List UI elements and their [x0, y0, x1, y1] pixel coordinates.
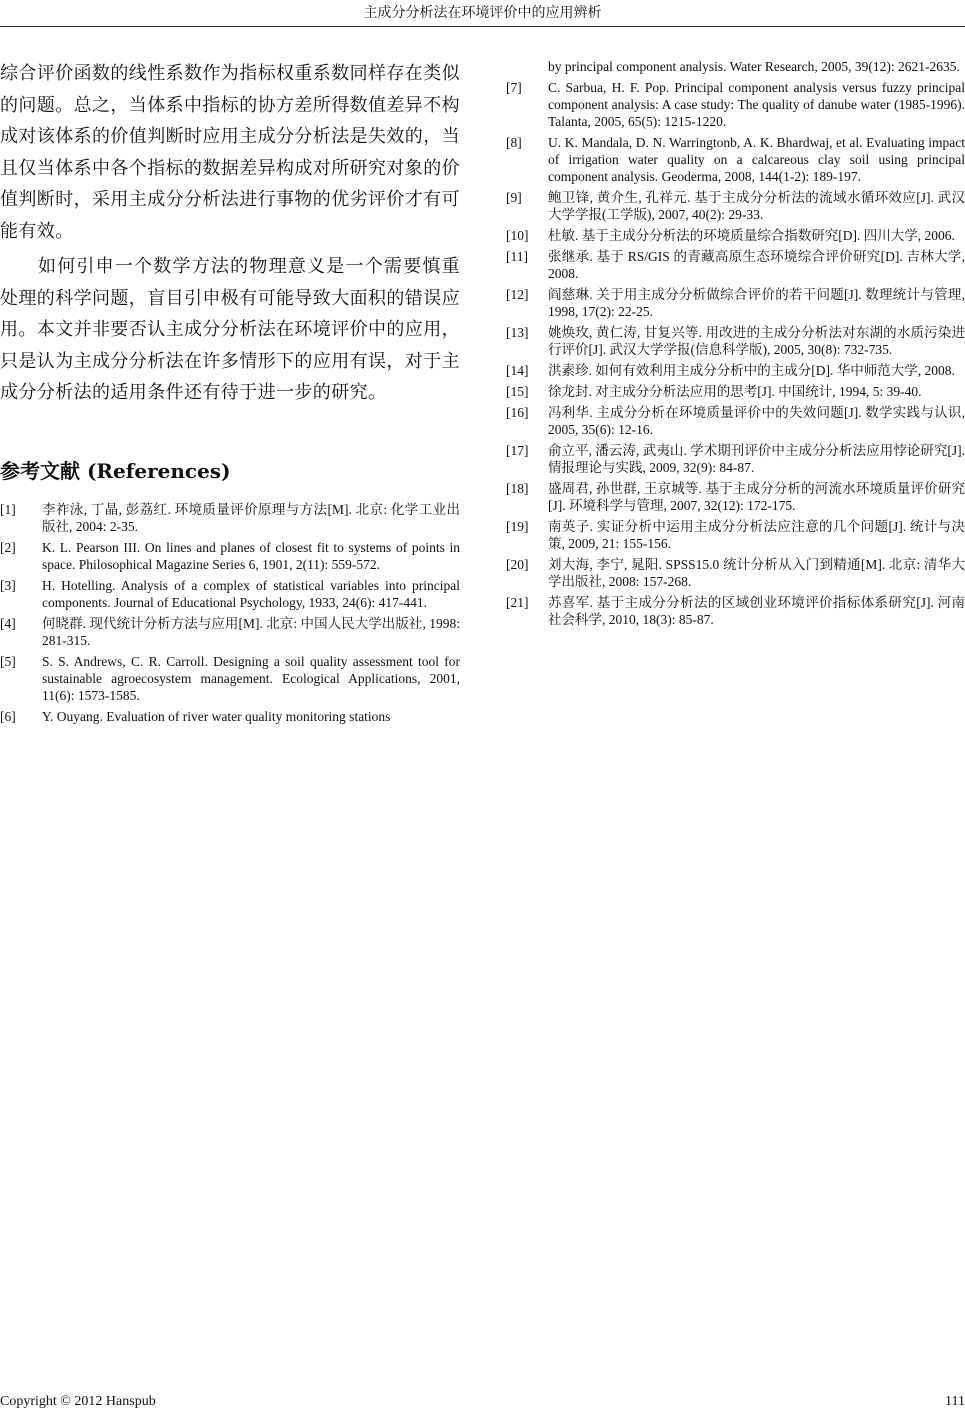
reference-text: S. S. Andrews, C. R. Carroll. Designing a soil quality assessment tool for sustainable agroecosystem management. Ecological Applications, 2001, 11(6): 1573-1585.	[42, 653, 460, 703]
reference-item	[0, 501, 460, 535]
reference-item	[506, 383, 965, 400]
reference-text: 姚焕玫, 黄仁涛, 甘复兴等. 用改进的主成分分析法对东湖的水质污染进行评价[J]. 武汉大学学报(信息科学版), 2005, 30(8): 732-735.	[548, 325, 965, 357]
reference-item	[506, 227, 965, 244]
reference-item	[506, 189, 965, 223]
reference-text: 苏喜军. 基于主成分分析法的区域创业环境评价指标体系研究[J]. 河南社会科学, 2010, 18(3): 85-87.	[548, 595, 965, 627]
body-paragraph: 如何引申一个数学方法的物理意义是一个需要慎重处理的科学问题，盲目引申极有可能导致大面积的错误应用。本文并非要否认主成分分析法在环境评价中的应用，只是认为主成分分析法在许多情形下的应用有误，对于主成分分析法的适用条件还有待于进一步的研究。	[0, 256, 460, 403]
reference-number: [17]	[506, 443, 529, 458]
reference-item	[506, 518, 965, 552]
reference-item	[0, 653, 460, 704]
reference-item	[506, 286, 965, 320]
copyright-notice: Copyright © 2012 Hanspub	[0, 1394, 156, 1409]
reference-number: [11]	[506, 249, 528, 264]
page-footer	[0, 1394, 965, 1414]
reference-list-left	[0, 501, 460, 725]
reference-number: [3]	[0, 577, 16, 593]
reference-text: 洪素珍. 如何有效利用主成分分析中的主成分[D]. 华中师范大学, 2008.	[548, 363, 955, 378]
reference-number: [10]	[506, 228, 529, 243]
reference-number: [9]	[506, 190, 522, 205]
reference-text: H. Hotelling. Analysis of a complex of statistical variables into principal components. Journal of Educational Psychology, 1933, 24(6): 417-441.	[42, 577, 460, 610]
reference-text: 冯利华. 主成分分析在环境质量评价中的失效问题[J]. 数学实践与认识, 2005, 35(6): 12-16.	[548, 405, 965, 437]
reference-text: 南英子. 实证分析中运用主成分分析法应注意的几个问题[J]. 统计与决策, 2009, 21: 155-156.	[548, 519, 965, 551]
reference-item	[506, 324, 965, 358]
reference-continuation	[506, 58, 965, 75]
reference-text: 张继承. 基于 RS/GIS 的青藏高原生态环境综合评价研究[D]. 吉林大学, 2008.	[548, 249, 965, 281]
reference-item	[0, 708, 460, 725]
reference-number: [7]	[506, 80, 522, 95]
running-header: 主成分分析法在环境评价中的应用辨析	[363, 5, 602, 21]
reference-item	[506, 556, 965, 590]
reference-text: K. L. Pearson III. On lines and planes of closest fit to systems of points in space. Philosophical Magazine Series 6, 1901, 2(11): 559-572.	[42, 539, 460, 572]
reference-number: [15]	[506, 384, 529, 399]
reference-number: [6]	[0, 708, 16, 724]
reference-text: 杜敏. 基于主成分分析法的环境质量综合指数研究[D]. 四川大学, 2006.	[548, 228, 955, 243]
reference-item	[0, 577, 460, 611]
reference-number: [2]	[0, 539, 16, 555]
reference-text: 何晓群. 现代统计分析方法与应用[M]. 北京: 中国人民大学出版社, 1998: 281-315.	[42, 615, 460, 648]
body-paragraph: 综合评价函数的线性系数作为指标权重系数同样存在类似的问题。总之，当体系中指标的协方差所得数值差异不构成对该体系的价值判断时应用主成分分析法是失效的，当且仅当体系中各个指标的数据差异构成对所研究对象的价值判断时，采用主成分分析法进行事物的优劣评价才有可能有效。	[0, 63, 460, 242]
reference-list-right	[506, 58, 965, 628]
reference-text: C. Sarbua, H. F. Pop. Principal component analysis versus fuzzy principal component analysis: A case study: The quality of danube water (1985-1996). Talanta, 2005, 65(5): 1215-1220.	[548, 80, 965, 129]
right-column	[506, 58, 965, 632]
reference-number: [1]	[0, 501, 16, 517]
reference-number: [16]	[506, 405, 529, 420]
reference-text: Y. Ouyang. Evaluation of river water quality monitoring stations	[42, 708, 391, 724]
references-heading: 参考文献 (References)	[0, 458, 231, 483]
reference-text: 徐龙封. 对主成分分析法应用的思考[J]. 中国统计, 1994, 5: 39-40.	[548, 384, 922, 399]
reference-number: [8]	[506, 135, 522, 150]
reference-item	[506, 362, 965, 379]
reference-number: [13]	[506, 325, 529, 340]
reference-number: [5]	[0, 653, 16, 669]
reference-number: [19]	[506, 519, 529, 534]
reference-number: [18]	[506, 481, 529, 496]
reference-number: [21]	[506, 595, 529, 610]
reference-item	[506, 594, 965, 628]
page-number: 111	[945, 1394, 965, 1409]
header-rule	[0, 26, 965, 27]
reference-number: [12]	[506, 287, 529, 302]
reference-text: 俞立平, 潘云涛, 武夷山. 学术期刊评价中主成分分析法应用悖论研究[J]. 情报理论与实践, 2009, 32(9): 84-87.	[548, 443, 965, 475]
reference-item	[506, 480, 965, 514]
reference-text: 鲍卫锋, 黄介生, 孔祥元. 基于主成分分析法的流域水循环效应[J]. 武汉大学学报(工学版), 2007, 40(2): 29-33.	[548, 190, 965, 222]
reference-item	[0, 539, 460, 573]
reference-text: 刘大海, 李宁, 晁阳. SPSS15.0 统计分析从入门到精通[M]. 北京: 清华大学出版社, 2008: 157-268.	[548, 557, 965, 589]
reference-number: [4]	[0, 615, 16, 631]
reference-item	[506, 134, 965, 185]
reference-text: by principal component analysis. Water Research, 2005, 39(12): 2621-2635.	[548, 59, 960, 74]
reference-item	[506, 248, 965, 282]
reference-item	[506, 79, 965, 130]
reference-text: 盛周君, 孙世群, 王京城等. 基于主成分分析的河流水环境质量评价研究[J]. 环境科学与管理, 2007, 32(12): 172-175.	[548, 481, 965, 513]
reference-number: [20]	[506, 557, 529, 572]
reference-item	[506, 404, 965, 438]
reference-item	[506, 442, 965, 476]
reference-number: [14]	[506, 363, 529, 378]
reference-item	[0, 615, 460, 649]
left-column	[0, 58, 460, 729]
reference-text: 李祚泳, 丁晶, 彭荔红. 环境质量评价原理与方法[M]. 北京: 化学工业出版社, 2004: 2-35.	[42, 501, 460, 534]
reference-text: 阎慈琳. 关于用主成分分析做综合评价的若干问题[J]. 数理统计与管理, 1998, 17(2): 22-25.	[548, 287, 965, 319]
reference-text: U. K. Mandala, D. N. Warringtonb, A. K. Bhardwaj, et al. Evaluating impact of irrigation water quality on a calcareous clay soil using principal component analysis. Geoderma, 2008, 144(1-2): 189-197.	[548, 135, 965, 184]
